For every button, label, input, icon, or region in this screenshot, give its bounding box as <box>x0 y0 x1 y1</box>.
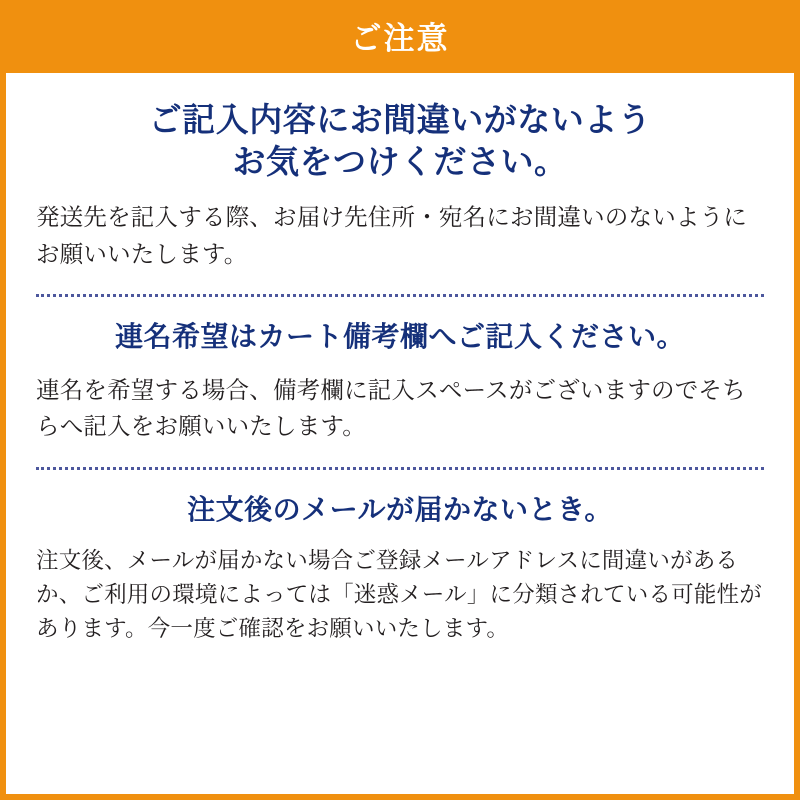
section-address-accuracy-title-line1: ご記入内容にお間違いがないよう <box>148 101 652 138</box>
notice-body <box>6 99 794 647</box>
section-missing-email-body: 注文後、メールが届かない場合ご登録メールアドレスに間違いがあるか、ご利用の環境によっては「迷惑メール」に分類されている可能性があります。今一度ご確認をお願いいたします。 <box>36 547 762 642</box>
section-address-accuracy <box>36 99 764 272</box>
section-joint-name-body: 連名を希望する場合、備考欄に記入スペースがございますのでそちらへ記入をお願いいたします。 <box>36 376 746 440</box>
notice-header-title: ご注意 <box>6 6 794 73</box>
notice-inner <box>6 6 794 794</box>
section-address-accuracy-body: 発送先を記入する際、お届け先住所・宛名にお間違いのないようにお願いいたします。 <box>36 204 747 267</box>
section-joint-name <box>36 319 764 444</box>
section-address-accuracy-title-line2: お気をつけください。 <box>232 143 568 181</box>
section-missing-email <box>36 492 764 647</box>
section-divider-2 <box>36 467 764 470</box>
section-divider-1 <box>36 294 764 297</box>
section-missing-email-title: 注文後のメールが届かないとき。 <box>187 493 613 525</box>
section-joint-name-title: 連名希望はカート備考欄へご記入ください。 <box>114 321 685 353</box>
section-address-accuracy-title <box>36 99 764 183</box>
